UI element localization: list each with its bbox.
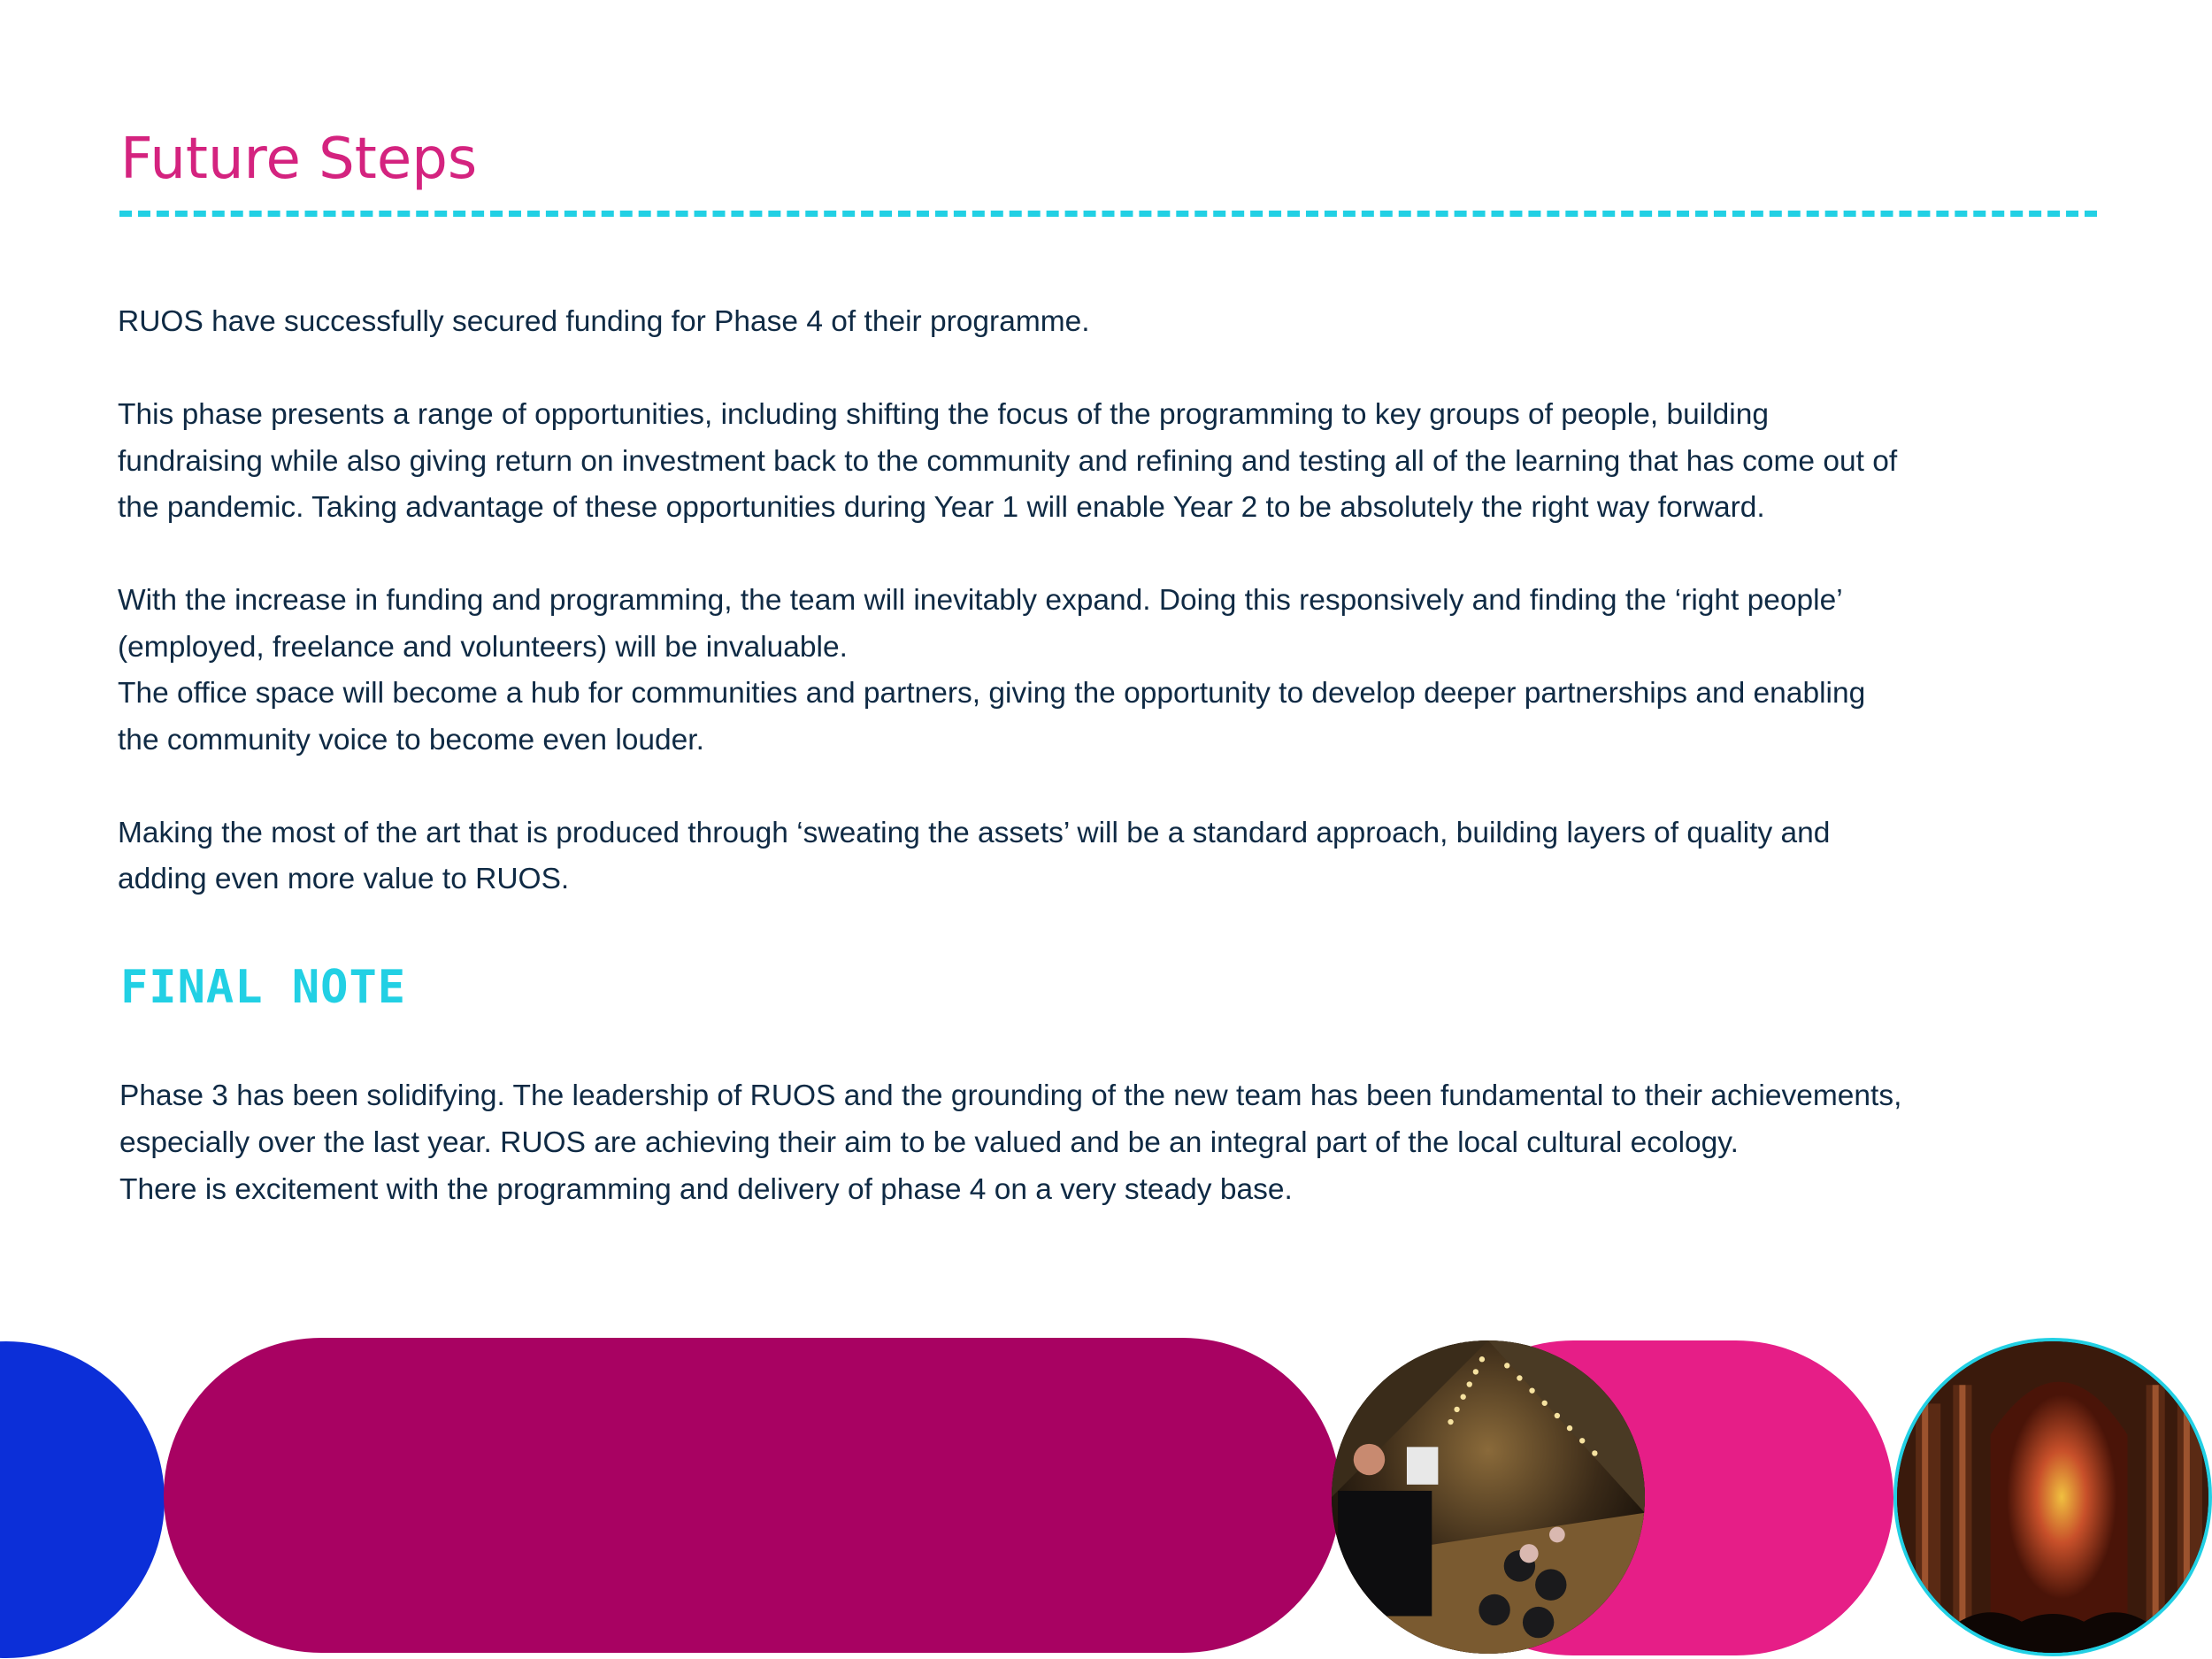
final-note-body xyxy=(119,1072,2101,1213)
purple-pill-shape xyxy=(164,1338,1340,1653)
final-note-line: Phase 3 has been solidifying. The leadership of RUOS and the grounding of the new team has been fundamental to their achievements, xyxy=(119,1079,1902,1112)
paragraph-office-line: the community voice to become even louder. xyxy=(118,723,704,757)
paragraph-opportunities-line: fundraising while also giving return on investment back to the community and refining and testing all of the learning that has come out of xyxy=(118,444,1898,478)
paragraph-assets-line: Making the most of the art that is produced through ‘sweating the assets’ will be a standard approach, building layers of quality and xyxy=(118,816,1831,849)
final-note-line: There is excitement with the programming and delivery of phase 4 on a very steady base. xyxy=(119,1173,1293,1206)
paragraph-funding: RUOS have successfully secured funding for Phase 4 of their programme. xyxy=(118,305,1090,338)
cathedral-projection-photo xyxy=(1893,1338,2212,1656)
paragraph-office-line: The office space will become a hub for communities and partners, giving the opportunity to develop deeper partnerships and enabling xyxy=(118,677,1866,710)
final-note-line: especially over the last year. RUOS are achieving their aim to be valued and be an integral part of the local cultural ecology. xyxy=(119,1126,1739,1159)
paragraph-opportunities-line: This phase presents a range of opportunities, including shifting the focus of the programming to key groups of people, building xyxy=(118,398,1769,431)
dashed-divider xyxy=(119,211,2097,217)
decorative-footer-band xyxy=(0,1327,2212,1659)
paragraph-team-line: With the increase in funding and programming, the team will inevitably expand. Doing this responsively and finding the ‘right people’ xyxy=(118,584,1843,617)
blue-circle-shape xyxy=(0,1341,165,1658)
final-note-heading: FINAL NOTE xyxy=(120,961,407,1014)
paragraph-team-line: (employed, freelance and volunteers) will be invaluable. xyxy=(118,630,848,664)
paragraph-assets-line: adding even more value to RUOS. xyxy=(118,863,570,895)
performance-photo xyxy=(1332,1340,1645,1654)
paragraph-opportunities-line: the pandemic. Taking advantage of these opportunities during Year 1 will enable Year 2 to be absolutely the right way forward. xyxy=(118,491,1765,524)
page-title: Future Steps xyxy=(120,127,478,192)
future-steps-body xyxy=(118,299,2100,903)
